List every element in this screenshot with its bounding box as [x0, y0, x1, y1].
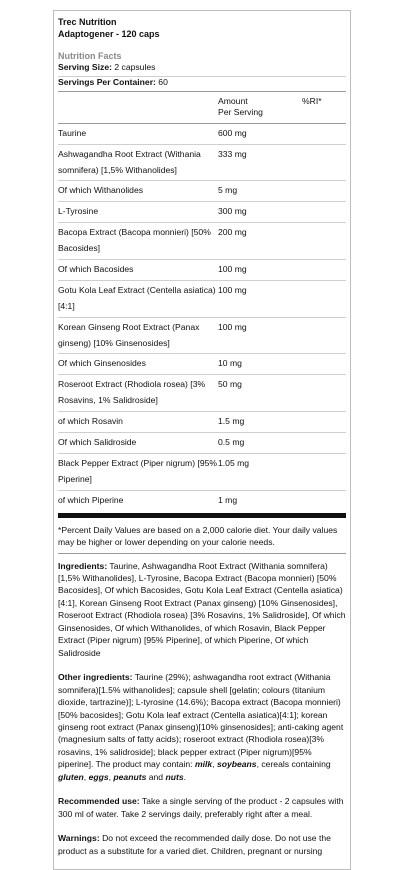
other-ingredients-label: Other ingredients: [58, 672, 133, 683]
brand-name: Trec Nutrition [58, 17, 117, 27]
nutrient-name: of which Rosavin [58, 412, 218, 433]
nutrient-ri [302, 490, 346, 510]
per-serving-header: Per Serving [218, 107, 263, 118]
warnings-section [58, 826, 346, 863]
table-row [58, 433, 346, 454]
table-header [58, 92, 346, 121]
ingredients-section [58, 554, 346, 666]
nutrient-rows [58, 124, 346, 511]
nutrient-amount: 100 mg [218, 280, 302, 317]
nutrient-ri [302, 412, 346, 433]
recommended-use-section [58, 789, 346, 826]
nutrient-amount: 1.5 mg [218, 412, 302, 433]
recommended-use-label: Recommended use: [58, 796, 140, 807]
nutrient-name: Roseroot Extract (Rhodiola rosea) [3% Rosavins, 1% Salidroside] [58, 375, 218, 412]
table-row [58, 317, 346, 354]
table-row [58, 453, 346, 490]
nutrient-name: L-Tyrosine [58, 202, 218, 223]
nutrient-ri [302, 202, 346, 223]
servings-per-container [58, 77, 346, 89]
nutrient-amount: 1 mg [218, 490, 302, 510]
separator: , [83, 771, 89, 782]
ingredients-label: Ingredients: [58, 560, 108, 571]
nutrient-name: Of which Withanolides [58, 181, 218, 202]
nutrient-ri [302, 144, 346, 181]
nutrient-name: Korean Ginseng Root Extract (Panax ginseng) [10% Ginsenosides] [58, 317, 218, 354]
allergen-nuts: nuts [165, 771, 184, 782]
table-row [58, 181, 346, 202]
footnote: *Percent Daily Values are based on a 2,000 calorie diet. Your daily values may be higher or lower depending on your calorie needs. [58, 518, 346, 554]
separator: and [146, 771, 166, 782]
nutrient-amount: 50 mg [218, 375, 302, 412]
table-row [58, 124, 346, 144]
nutrition-label-panel [53, 10, 351, 870]
nutrient-ri [302, 453, 346, 490]
serving-size-value: 2 capsules [111, 62, 156, 73]
nutrient-ri [302, 260, 346, 281]
other-ingredients-text: Taurine (29%); ashwagandha root extract (Withania somnifera)[1.5% withanolides]; capsule shell [gelatin; colours (titanium dioxide, tartrazine)]; L-tyrosine (14.6%); Bacopa extract (Bacopa monnieri)[50% bacosides]; Gotu Kola leaf extract (Centella asiatica)[4:1]; korean ginseng root extract (Panax ginseng)[10% ginsenosides]; anti-caking agent (magnesium salts of fatty acids); roseroot extract (Rhodiola rosea)[3% rosavins, 1% salidroside]; black pepper extract (Piper nigrum)[95% piperine]. The product may contain: [58, 672, 344, 770]
nutrient-ri [302, 280, 346, 317]
nutrient-ri [302, 354, 346, 375]
nutrient-name: Ashwagandha Root Extract (Withania somnifera) [1,5% Withanolides] [58, 144, 218, 181]
table-row [58, 354, 346, 375]
nutrient-amount: 100 mg [218, 260, 302, 281]
table-row [58, 144, 346, 181]
serving-size-label: Serving Size: [58, 62, 112, 73]
nutrient-amount: 10 mg [218, 354, 302, 375]
servings-per-container-value: 60 [155, 77, 168, 88]
allergen-peanuts: peanuts [113, 771, 147, 782]
nutrient-name: Black Pepper Extract (Piper nigrum) [95% Piperine] [58, 453, 218, 490]
allergen-milk: milk [194, 759, 213, 770]
nutrient-name: Bacopa Extract (Bacopa monnieri) [50% Bacosides] [58, 223, 218, 260]
servings-per-container-label: Servings Per Container: [58, 77, 156, 88]
separator: , [108, 771, 114, 782]
table-row [58, 412, 346, 433]
ingredients-text: Taurine, Ashwagandha Root Extract (Withania somnifera) [1,5% Withanolides], L-Tyrosine, Bacopa Extract (Bacopa monnieri) [50% Bacosides], Of which Bacosides, Gotu Kola Leaf Extract (Centella asiatica) [4:1], Korean Ginseng Root Extract (Panax ginseng) [10% Ginsenosides], Roseroot Extract (Rhodiola rosea) [3% Rosavins, 1% Salidroside], Of which Ginsenosides, Of which Withanolides, of which Rosavin, Black Pepper Extract (Piper nigrum) [95% Piperine], of which Piperine, Of which Salidroside [58, 560, 346, 658]
amount-header: Amount [218, 95, 248, 106]
nutrient-name: of which Piperine [58, 490, 218, 510]
nutrition-facts-title: Nutrition Facts [58, 51, 122, 62]
nutrient-amount: 1.05 mg [218, 453, 302, 490]
other-ingredients-section [58, 665, 346, 789]
nutrient-name: Of which Bacosides [58, 260, 218, 281]
recommended-use-text: Take a single serving of the product - 2 capsules with 300 ml of water. Take 2 servings daily, preferably right after a meal. [58, 796, 344, 819]
amount-per-serving-header [218, 92, 302, 121]
nutrient-amount: 0.5 mg [218, 433, 302, 454]
separator: , cereals containing [256, 759, 331, 770]
nutrition-table [58, 92, 346, 121]
nutrient-ri [302, 317, 346, 354]
nutrient-name: Gotu Kola Leaf Extract (Centella asiatica) [4:1] [58, 280, 218, 317]
nutrient-amount: 200 mg [218, 223, 302, 260]
table-row [58, 202, 346, 223]
nutrient-ri [302, 375, 346, 412]
nutrient-ri [302, 433, 346, 454]
warnings-text: Do not exceed the recommended daily dose. Do not use the product as a substitute for a varied diet. Children, pregnant or nursing [58, 833, 331, 856]
nutrient-amount: 100 mg [218, 317, 302, 354]
nutrient-name: Taurine [58, 127, 87, 138]
nutrient-ri [302, 124, 346, 144]
nutrient-name: Of which Salidroside [58, 433, 218, 454]
separator: , [212, 759, 217, 770]
nutrient-ri [302, 181, 346, 202]
ri-header: %RI* [302, 95, 322, 106]
allergen-gluten: gluten [58, 771, 84, 782]
product-name: Adaptogener - 120 caps [58, 29, 160, 40]
table-row [58, 260, 346, 281]
nutrient-ri [302, 223, 346, 260]
warnings-label: Warnings: [58, 833, 100, 844]
nutrient-amount: 333 mg [218, 144, 302, 181]
serving-size [58, 62, 346, 74]
allergen-eggs: eggs [88, 771, 109, 782]
table-row [58, 223, 346, 260]
separator: . [183, 771, 187, 782]
nutrient-name: Of which Ginsenosides [58, 354, 218, 375]
table-row [58, 280, 346, 317]
nutrient-amount: 300 mg [218, 202, 302, 223]
nutrient-amount: 5 mg [218, 181, 302, 202]
nutrient-amount: 600 mg [218, 127, 247, 138]
table-row [58, 490, 346, 510]
allergen-soybeans: soybeans [216, 759, 257, 770]
table-row [58, 375, 346, 412]
